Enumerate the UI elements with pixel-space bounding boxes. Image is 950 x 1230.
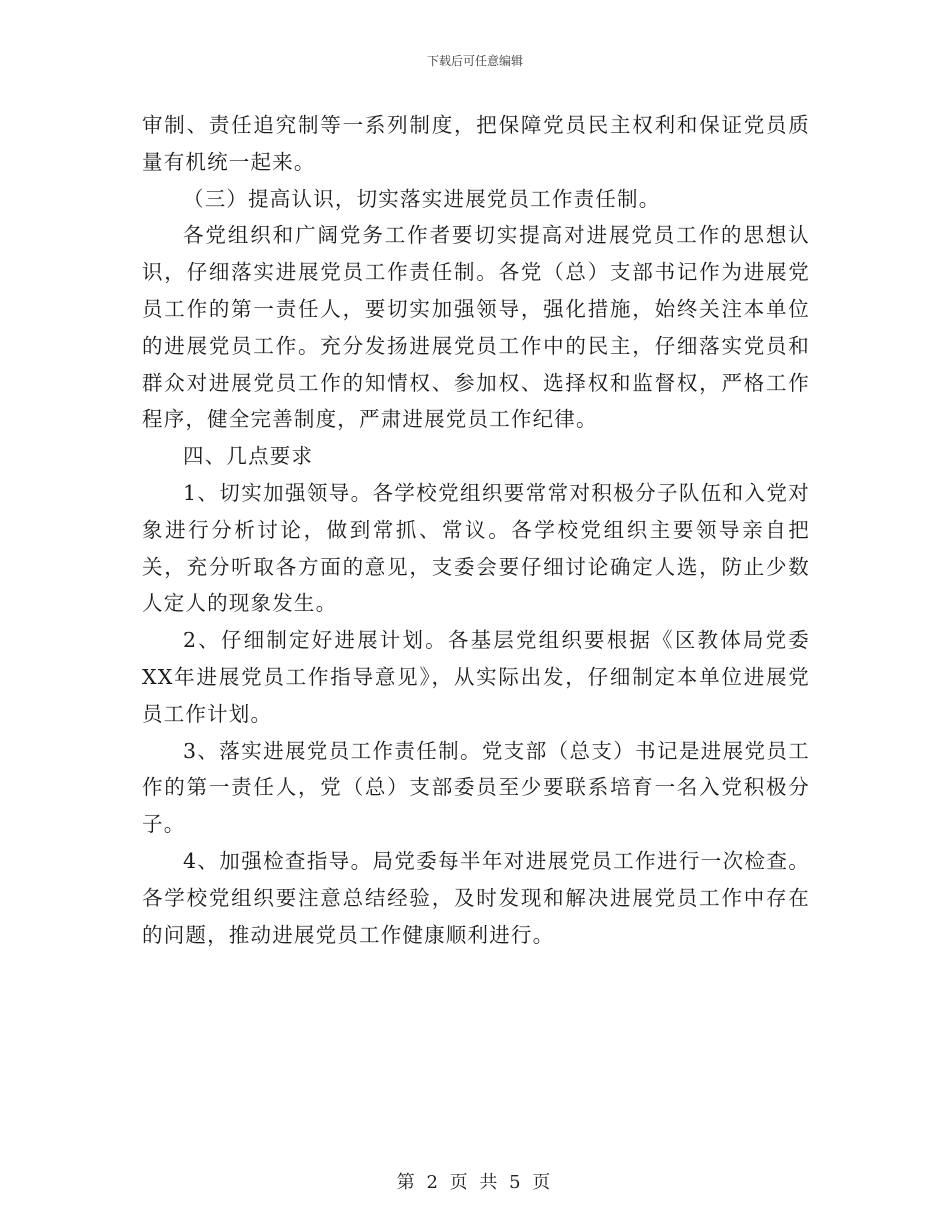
section-heading: （三）提高认识，切实落实进展党员工作责任制。 xyxy=(183,186,661,211)
list-item: 1、切实加强领导。各学校党组织要常常对积极分子队伍和入党对象进行分析讨论，做到常抓、常议。各学校党组织主要领导亲自把关，充分听取各方面的意见，支委会要仔细讨论确定人选，防止少数人定人的现象发生。 xyxy=(142,480,810,616)
page-number: 第 2 页 共 5 页 xyxy=(396,1172,554,1193)
page-header-note: 下载后可任意编辑 xyxy=(426,54,523,68)
paragraph: 各党组织和广阔党务工作者要切实提高对进展党员工作的思想认识，仔细落实进展党员工作责任制。各党（总）支部书记作为进展党员工作的第一责任人，要切实加强领导，强化措施，始终关注本单位的进展党员工作。充分发扬进展党员工作中的民主，仔细落实党员和群众对进展党员工作的知情权、参加权、选择权和监督权，严格工作程序，健全完善制度，严肃进展党员工作纪律。 xyxy=(142,223,810,432)
list-item: 3、落实进展党员工作责任制。党支部（总支）书记是进展党员工作的第一责任人，党（总）支部委员至少要联系培育一名入党积极分子。 xyxy=(142,738,810,837)
list-item: 2、仔细制定好进展计划。各基层党组织要根据《区教体局党委XX年进展党员工作指导意见》，从实际出发，仔细制定本单位进展党员工作计划。 xyxy=(142,628,810,726)
document-body xyxy=(142,107,810,953)
paragraph: 审制、责任追究制等一系列制度，把保障党员民主权利和保证党员质量有机统一起来。 xyxy=(142,113,810,174)
list-item: 4、加强检查指导。局党委每半年对进展党员工作进行一次检查。各学校党组织要注意总结经验，及时发现和解决进展党员工作中存在的问题，推动进展党员工作健康顺利进行。 xyxy=(142,848,810,947)
section-heading: 四、几点要求 xyxy=(183,444,314,469)
